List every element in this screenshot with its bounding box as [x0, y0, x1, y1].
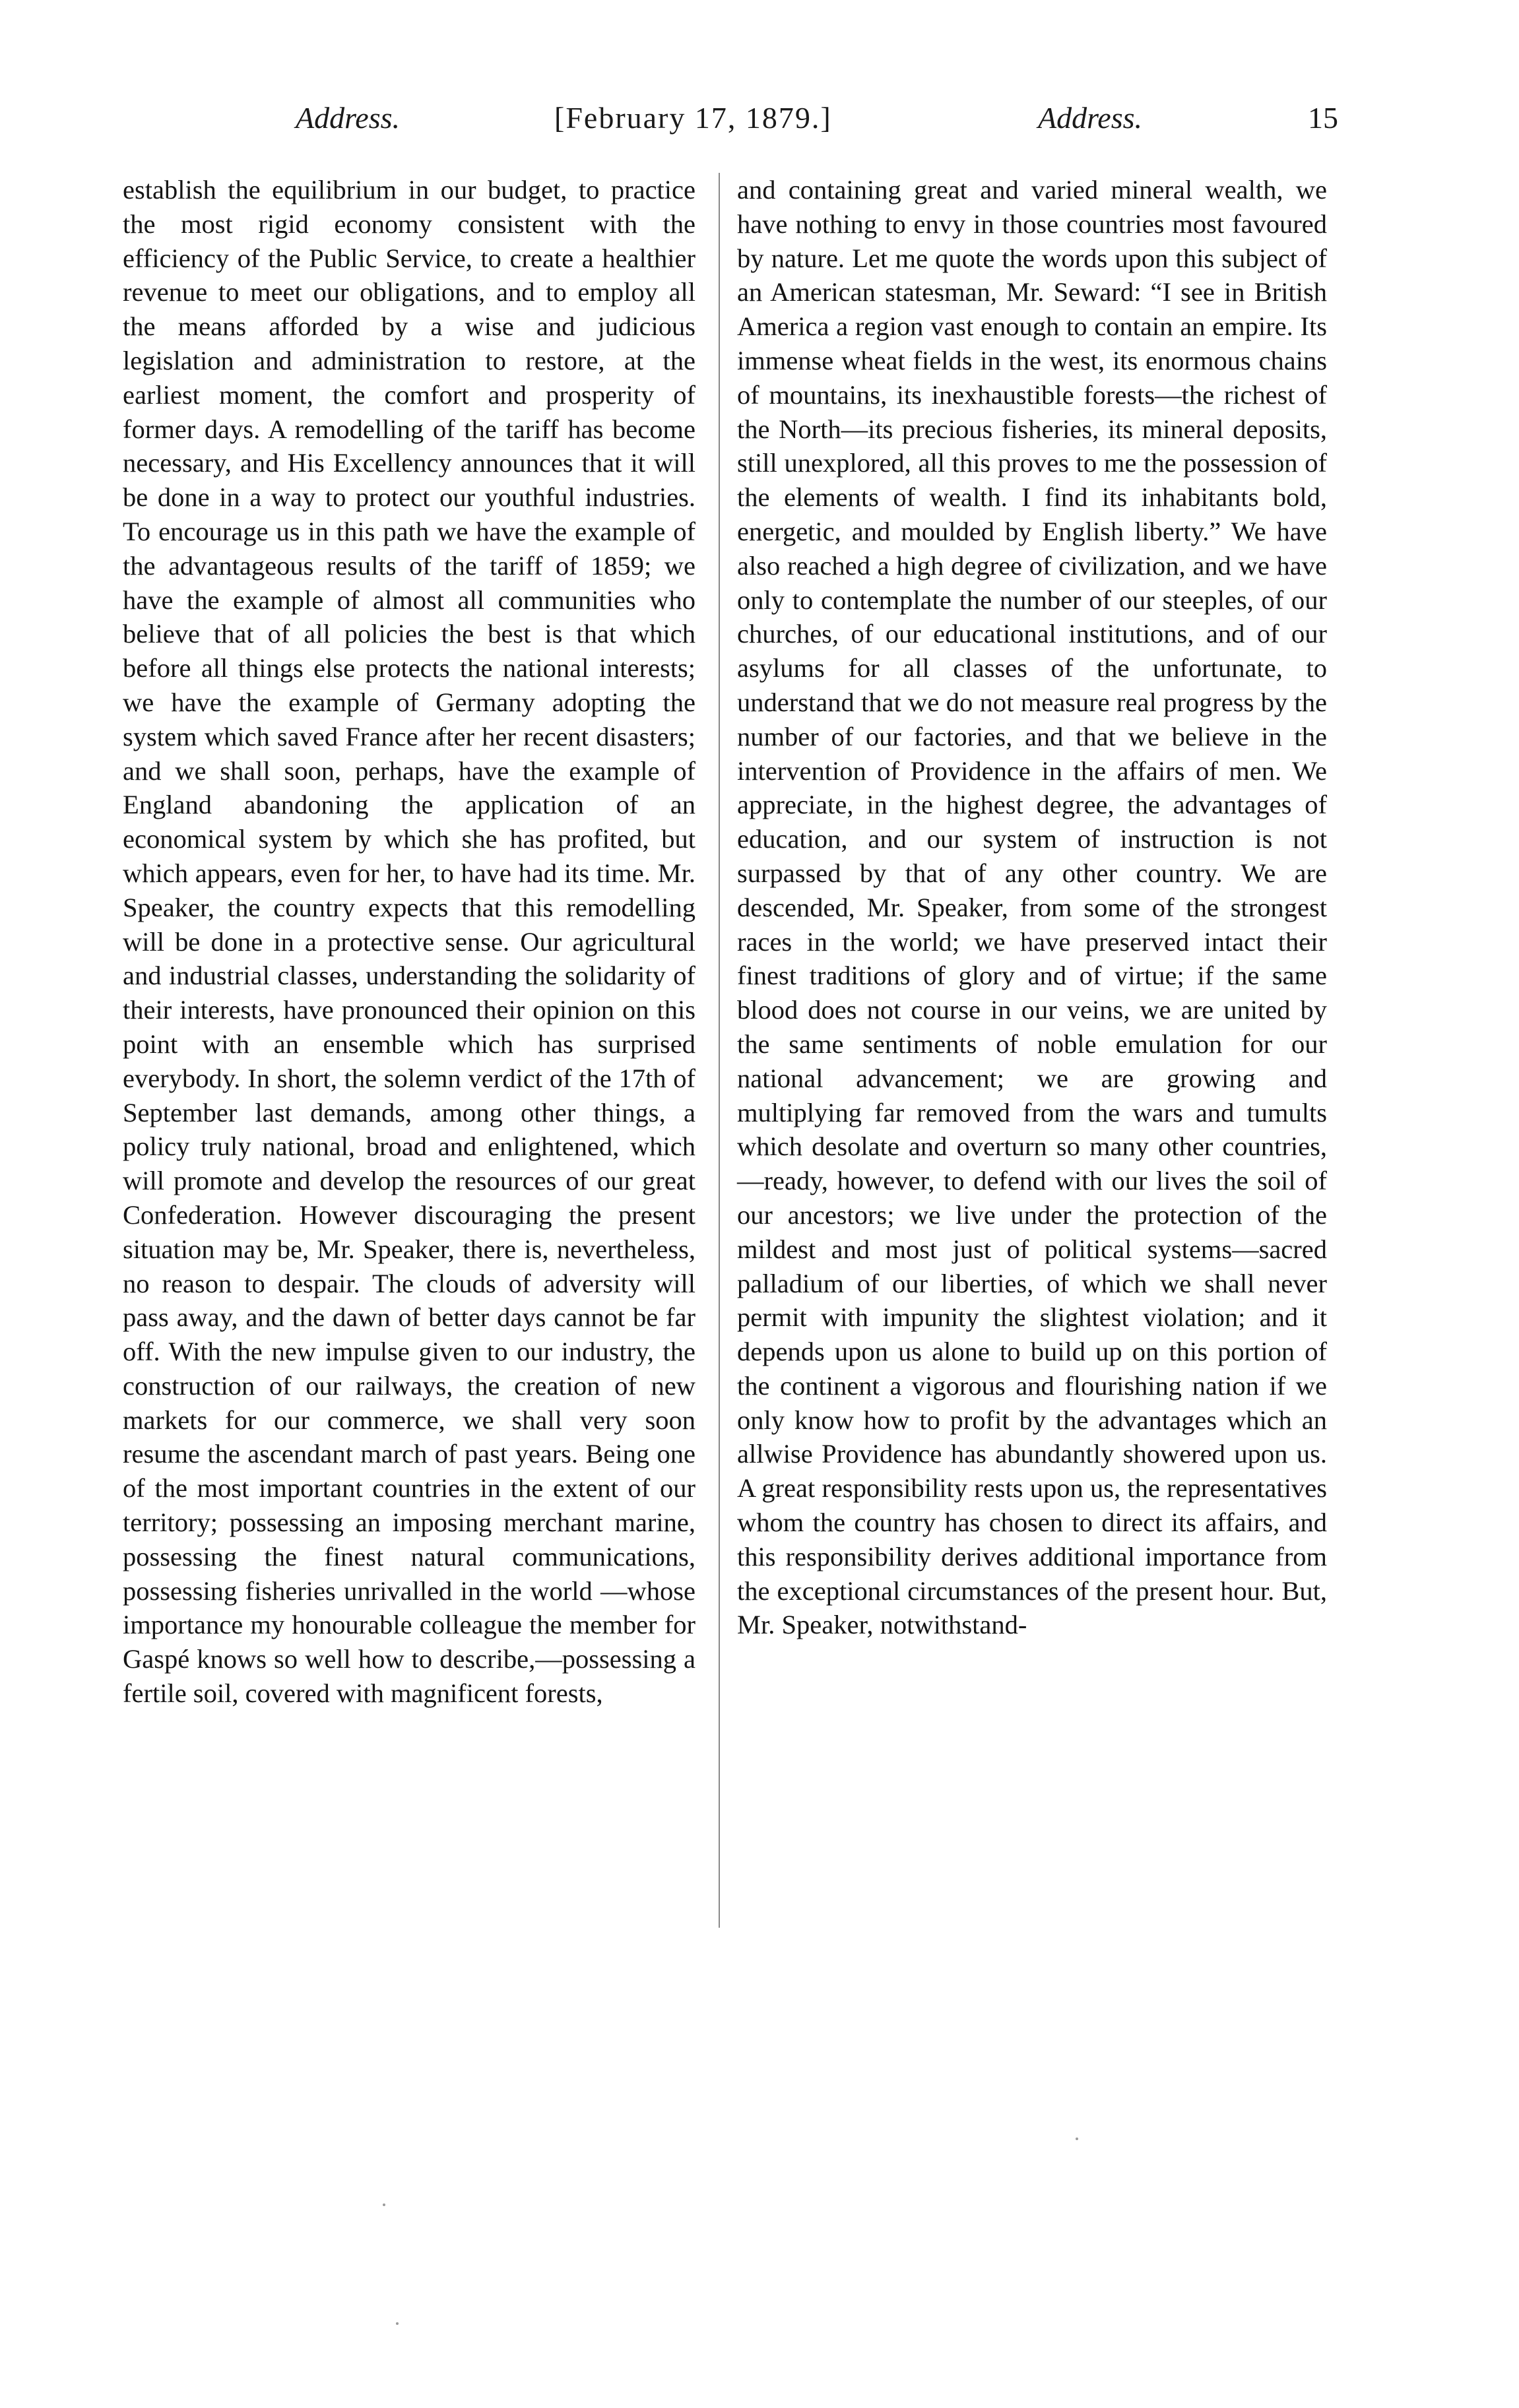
paper-speck [396, 2322, 399, 2325]
body-paragraph-left: establish the equilibrium in our budget, to practice the most rigid economy consistent with the efficiency of the Public Service, to create a healthier revenue to meet our obligations, and to employ all the means afforded by a wise and judicious legislation and administration to restore, at the earliest moment, the comfort and prosperity of former days. A remodelling of the tariff has become necessary, and His Excellency announces that it will be done in a way to protect our youthful industries. To encourage us in this path we have the example of the advantageous results of the tariff of 1859; we have the example of almost all communities who believe that of all policies the best is that which before all things else protects the national interests; we have the example of Germany adopting the system which saved France after her recent disasters; and we shall soon, perhaps, have the example of England abandoning the application of an economical system by which she has profited, but which appears, even for her, to have had its time. Mr. Speaker, the country expects that this remodelling will be done in a protective sense. Our agricultural and industrial classes, understanding the solidarity of their interests, have pronounced their opinion on this point with an ensemble which has surprised everybody. In short, the solemn verdict of the 17th of September last demands, among other things, a policy truly national, broad and enlightened, which will promote and develop the resources of our great Confederation. However discouraging the present situation may be, Mr. Speaker, there is, nevertheless, no reason to despair. The clouds of adversity will pass away, and the dawn of better days cannot be far off. With the new impulse given to our industry, the construction of our railways, the creation of new markets for our commerce, we shall very soon resume the ascendant march of past years. Being one of the most important countries in the extent of our territory; possessing an imposing merchant marine, possessing the finest natural communications, possessing fisheries unrivalled in the world —whose importance my honourable colleague the member for Gaspé knows so well how to describe,—possessing a fertile soil, covered with magnificent forests, [123, 175, 695, 1709]
paper-speck [1076, 2138, 1078, 2140]
body-paragraph-right: and containing great and varied mineral wealth, we have nothing to envy in those countries most favoured by nature. Let me quote the words upon this subject of an American statesman, Mr. Seward: “I see in British America a region vast enough to contain an empire. Its immense wheat fields in the west, its enormous chains of mountains, its inexhaustible forests—the richest of the North—its precious fisheries, its mineral deposits, still unexplored, all this proves to me the possession of the elements of wealth. I find its inhabitants bold, energetic, and moulded by English liberty.” We have also reached a high degree of civilization, and we have only to contemplate the number of our steeples, of our churches, of our educational institutions, and of our asylums for all classes of the unfortunate, to understand that we do not measure real progress by the number of our factories, and that we believe in the intervention of Providence in the affairs of men. We appreciate, in the highest degree, the advantages of education, and our system of instruction is not surpassed by that of any other country. We are descended, Mr. Speaker, from some of the strongest races in the world; we have preserved intact their finest traditions of glory and of virtue; if the same blood does not course in our veins, we are united by the same sentiments of noble emulation for our national advancement; we are growing and multiplying far removed from the wars and tumults which desolate and overturn so many other countries,—ready, however, to defend with our lives the soil of our ancestors; we live under the protection of the mildest and most just of political systems—sacred palladium of our liberties, of which we shall never permit with impunity the slightest violation; and it depends upon us alone to build up on this portion of the continent a vigorous and flourishing nation if we only know how to profit by the advantages which an allwise Providence has abundantly showered upon us. A great responsibility rests upon us, the representatives whom the country has chosen to direct its affairs, and this responsibility derives additional importance from the exceptional circumstances of the present hour. But, Mr. Speaker, notwithstand- [737, 175, 1327, 1640]
column-divider [719, 173, 720, 1928]
header-right-title: Address. [1038, 101, 1143, 135]
paper-speck [383, 2203, 385, 2206]
page-number: 15 [1308, 101, 1338, 135]
running-header [124, 100, 1338, 146]
header-date: [February 17, 1879.] [554, 101, 832, 135]
text-column-left [123, 173, 695, 1711]
header-left-title: Address. [296, 101, 401, 135]
text-column-right [737, 173, 1327, 1642]
